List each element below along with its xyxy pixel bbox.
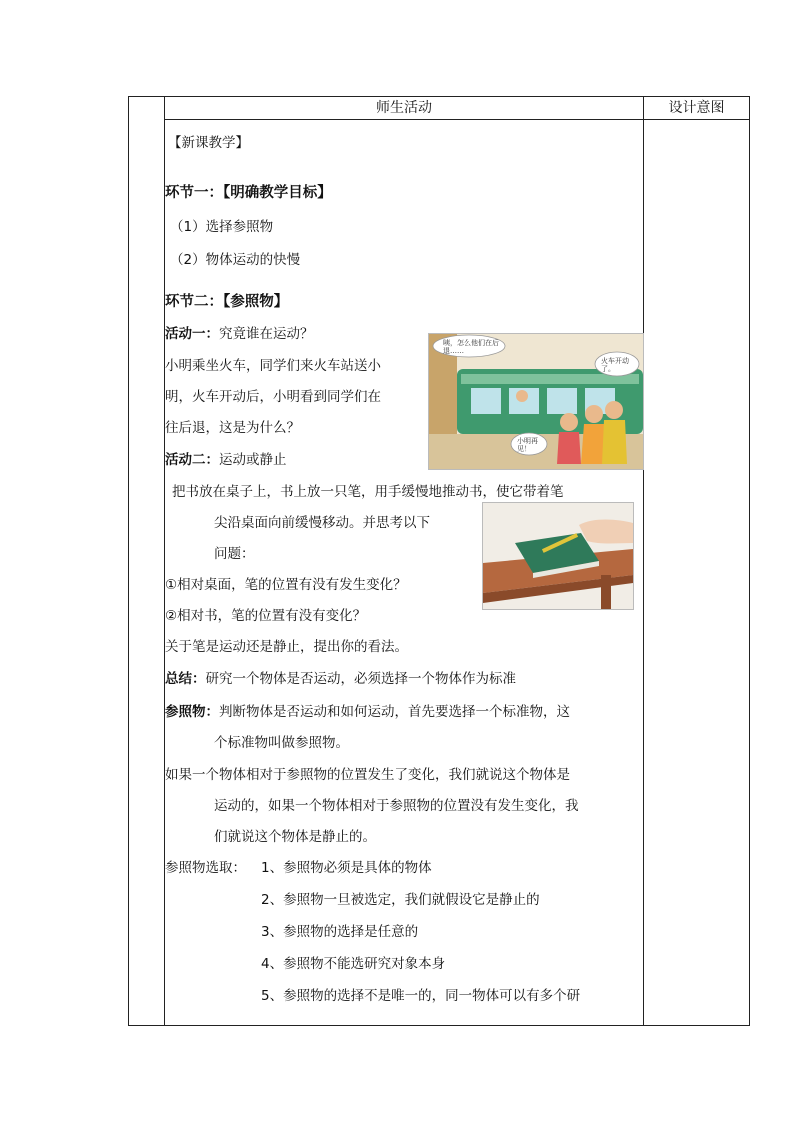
selection-item-1: 1、参照物必须是具体的物体: [261, 860, 432, 876]
book-pen-drawing: [483, 503, 633, 609]
summary-line: [165, 670, 516, 688]
selection-item-3: 3、参照物的选择是任意的: [261, 924, 419, 940]
activity1-question: 究竟谁在运动？: [219, 326, 314, 342]
section-title: 【新课教学】: [168, 135, 249, 151]
reference-line-2: 个标准物叫做参照物。: [214, 735, 349, 751]
header-bottom-border: [164, 119, 750, 120]
activity2-line-2: 尖沿桌面向前缓慢移动。并思考以下: [214, 515, 430, 531]
column-divider-2: [643, 96, 644, 1026]
reference-text-1: 判断物体是否运动和如何运动，首先要选择一个标准物，这: [219, 704, 570, 720]
reference-line-1: [165, 703, 570, 721]
summary-text: 研究一个物体是否运动，必须选择一个物体作为标准: [205, 671, 516, 687]
step1-item-2: （2）物体运动的快慢: [170, 252, 301, 268]
selection-item-4: 4、参照物不能选研究对象本身: [261, 956, 446, 972]
activity1-line-1: 小明乘坐火车，同学们来火车站送小: [165, 358, 381, 374]
header-intent: 设计意图: [668, 100, 725, 116]
motion-def-line-2: 运动的，如果一个物体相对于参照物的位置没有发生变化，我: [214, 798, 579, 814]
activity2-question-2: ②相对书，笔的位置有没有变化？: [165, 608, 367, 624]
activity2-title: 运动或静止: [219, 452, 287, 468]
activity1-line-3: 往后退，这是为什么？: [165, 420, 300, 436]
activity2-label: 活动二：: [165, 452, 219, 468]
bubble-3-text: 小明再见！: [517, 437, 538, 453]
train-illustration: [428, 333, 644, 470]
reference-label: 参照物：: [165, 704, 219, 720]
bubble-2-text: 火车开动了。: [601, 357, 629, 373]
motion-def-line-1: 如果一个物体相对于参照物的位置发生了变化，我们就说这个物体是: [165, 767, 570, 783]
selection-item-5: 5、参照物的选择不是唯一的，同一物体可以有多个研: [261, 988, 581, 1004]
selection-item-2: 2、参照物一旦被选定，我们就假设它是静止的: [261, 892, 540, 908]
step2-title: 环节二：【参照物】: [165, 294, 289, 310]
header-activity: 师生活动: [376, 100, 432, 116]
table-left-border: [128, 96, 129, 1026]
book-pen-illustration: [482, 502, 634, 610]
motion-def-line-3: 们就说这个物体是静止的。: [214, 829, 376, 845]
activity1-line-2: 明，火车开动后，小明看到同学们在: [165, 389, 381, 405]
step1-item-1: （1）选择参照物: [170, 219, 274, 235]
activity2-question-1: ①相对桌面，笔的位置有没有发生变化？: [165, 577, 407, 593]
activity1-heading: [165, 325, 314, 343]
summary-label: 总结：: [165, 671, 206, 687]
activity2-line-1: 把书放在桌子上，书上放一只笔，用手缓慢地推动书，使它带着笔: [172, 484, 564, 500]
activity1-label: 活动一：: [165, 326, 219, 342]
step1-title: 环节一：【明确教学目标】: [165, 185, 332, 201]
table-right-border: [749, 96, 750, 1026]
table-bottom-border: [128, 1025, 750, 1026]
activity2-prompt: 关于笔是运动还是静止，提出你的看法。: [165, 639, 408, 655]
bubble-1-text: 咦，怎么他们在后退……: [443, 339, 499, 355]
selection-label: 参照物选取：: [165, 860, 246, 876]
activity2-line-3: 问题：: [214, 546, 255, 562]
activity2-heading: [165, 451, 287, 469]
column-divider-1: [164, 96, 165, 1026]
